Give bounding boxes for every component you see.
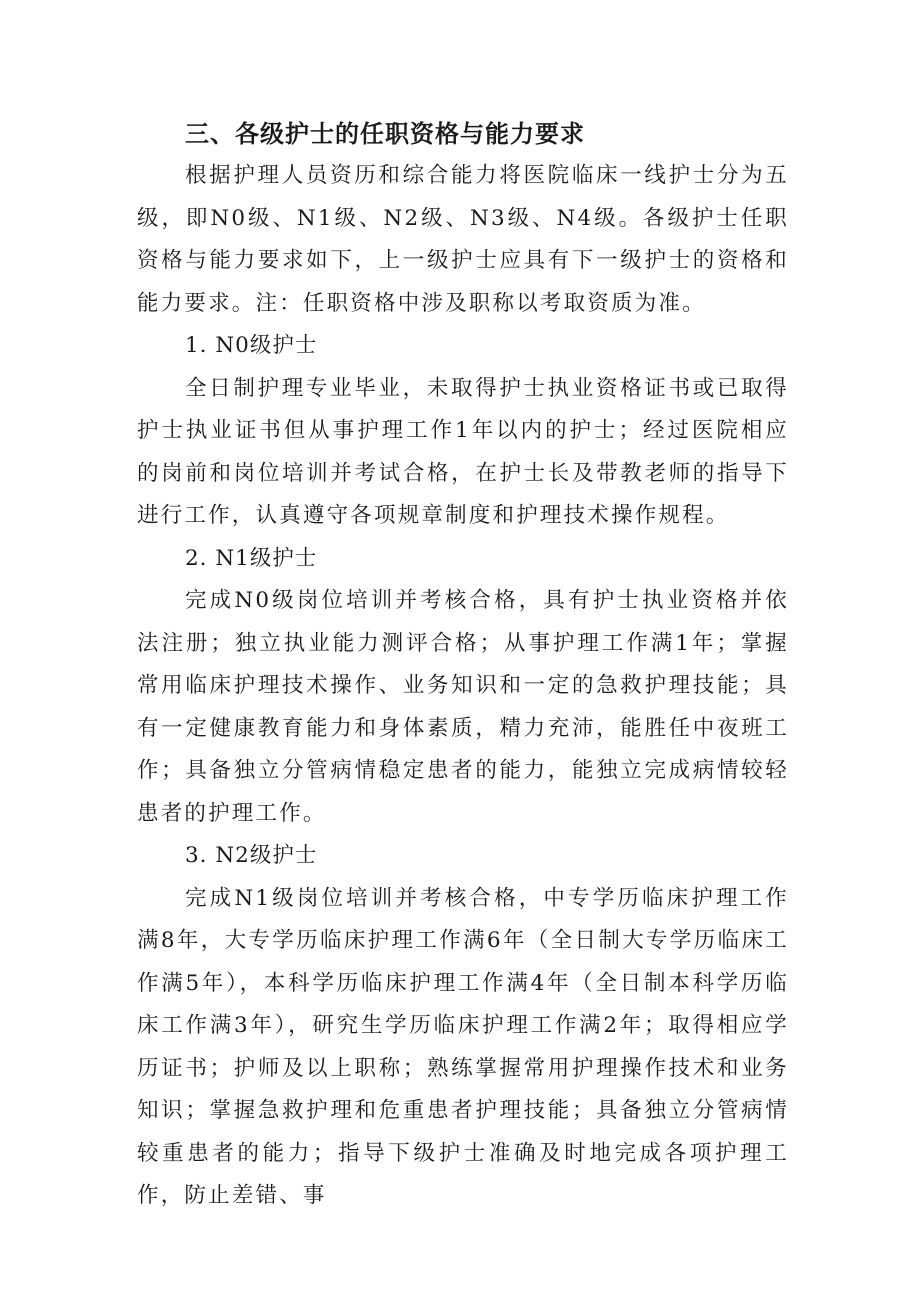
- level-n2-paragraph: 完成N1级岗位培训并考核合格，中专学历临床护理工作满8年，大专学历临床护理工作满6年（全日制大专学历临床工作满5年），本科学历临床护理工作满4年（全日制本科学历临床工作满3年），研究生学历临床护理工作满2年；取得相应学历证书；护师及以上职称；熟练掌握常用护理操作技术和业务知识；掌握急救护理和危重患者护理技能；具备独立分管病情较重患者的能力；指导下级护士准确及时地完成各项护理工作，防止差错、事: [137, 885, 789, 1208]
- level-n1-paragraph: 完成N0级岗位培训并考核合格，具有护士执业资格并依法注册；独立执业能力测评合格；从事护理工作满1年；掌握常用临床护理技术操作、业务知识和一定的急救护理技能；具有一定健康教育能力和身体素质，精力充沛，能胜任中夜班工作；具备独立分管病情稳定患者的能力，能独立完成病情较轻患者的护理工作。: [137, 588, 789, 826]
- level-n0-paragraph: 全日制护理专业毕业，未取得护士执业资格证书或已取得护士执业证书但从事护理工作1年以内的护士；经过医院相应的岗前和岗位培训并考试合格，在护士长及带教老师的指导下进行工作，认真遵守各项规章制度和护理技术操作规程。: [137, 375, 789, 528]
- document-body: [137, 113, 789, 1218]
- intro-paragraph: 根据护理人员资历和综合能力将医院临床一线护士分为五级，即N0级、N1级、N2级、N3级、N4级。各级护士任职资格与能力要求如下，上一级护士应具有下一级护士的资格和能力要求。注：任职资格中涉及职称以考取资质为准。: [137, 163, 789, 316]
- level-n0-heading: 1. N0级护士: [185, 333, 318, 358]
- level-n1-heading: 2. N1级护士: [185, 545, 318, 571]
- level-n2-heading: 3. N2级护士: [185, 843, 318, 868]
- section-title: 三、各级护士的任职资格与能力要求: [185, 120, 585, 148]
